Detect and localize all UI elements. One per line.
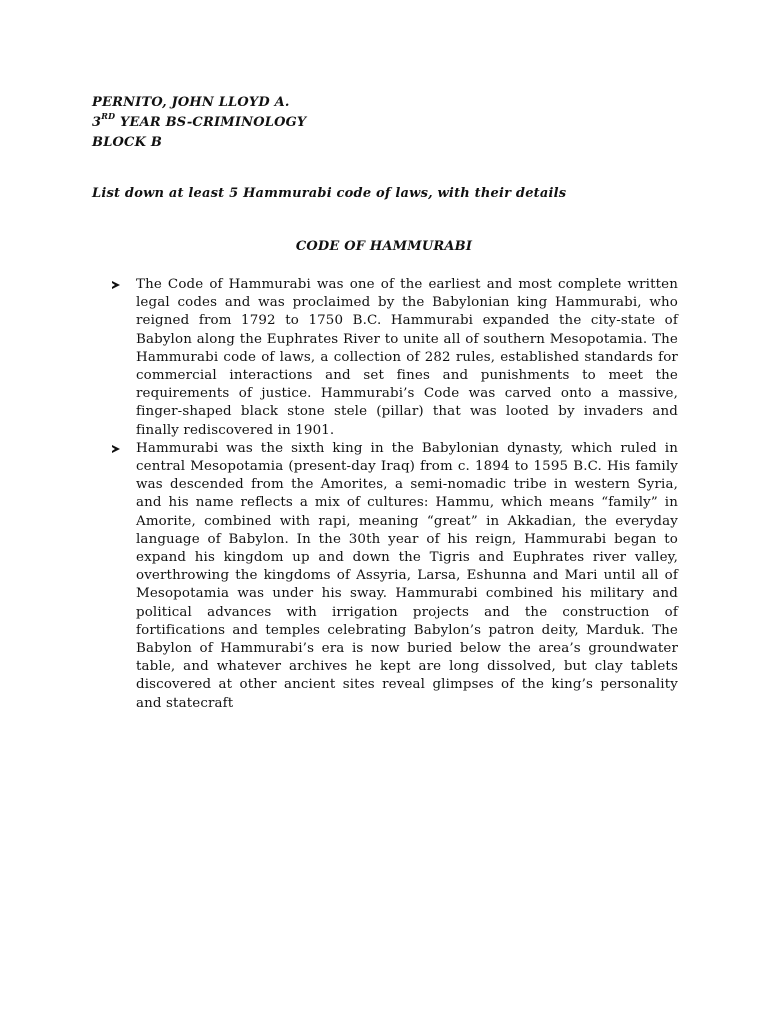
year-suffix: RD [101,110,116,121]
author-header [92,93,306,153]
block-label: BLOCK B [92,135,163,150]
assignment-instruction: List down at least 5 Hammurabi code of laws, with their details [92,186,567,201]
year-course [92,110,307,133]
author-name: PERNITO, JOHN LLOYD A. [92,95,290,110]
arrow-bullet-icon [112,281,120,289]
list-item [112,276,678,440]
bullet-text: Hammurabi was the sixth king in the Babylonian dynasty, which ruled in central Mesopotamia (present-day Iraq) from c. 1894 to 1595 B.C. His family was descended from the Amorites, a semi-nomadic tribe in western Syria, and his name reflects a mix of cultures: Hammu, which means “family” in Amorite, combined with rapi, meaning “great” in Akkadian, the everyday language of Babylon. In the 30th year of his reign, Hammurabi began to expand his kingdom up and down the Tigris and Euphrates river valley, overthrowing the kingdoms of Assyria, Larsa, Eshunna and Mari until all of Mesopotamia was under his sway. Hammurabi combined his military and political advances with irrigation projects and the construction of fortifications and temples celebrating Babylon’s patron deity, Marduk. The Babylon of Hammurabi’s era is now buried below the area’s groundwater table, and whatever archives he kept are long dissolved, but clay tablets discovered at other ancient sites reveal glimpses of the king’s personality and statecraft [136,440,678,711]
bullet-list [112,276,678,713]
year-course-text: YEAR BS-CRIMINOLOGY [115,115,307,130]
arrow-bullet-icon [112,445,120,453]
year-number: 3 [92,115,102,130]
document-title: CODE OF HAMMURABI [295,239,473,254]
bullet-text: The Code of Hammurabi was one of the earliest and most complete written legal codes and was proclaimed by the Babylonian king Hammurabi, who reigned from 1792 to 1750 B.C. Hammurabi expanded the city-state of Babylon along the Euphrates River to unite all of southern Mesopotamia. The Hammurabi code of laws, a collection of 282 rules, established standards for commercial interactions and set fines and punishments to meet the requirements of justice. Hammurabi’s Code was carved onto a massive, finger-shaped black stone stele (pillar) that was looted by invaders and finally rediscovered in 1901. [136,277,678,438]
list-item [112,440,678,713]
